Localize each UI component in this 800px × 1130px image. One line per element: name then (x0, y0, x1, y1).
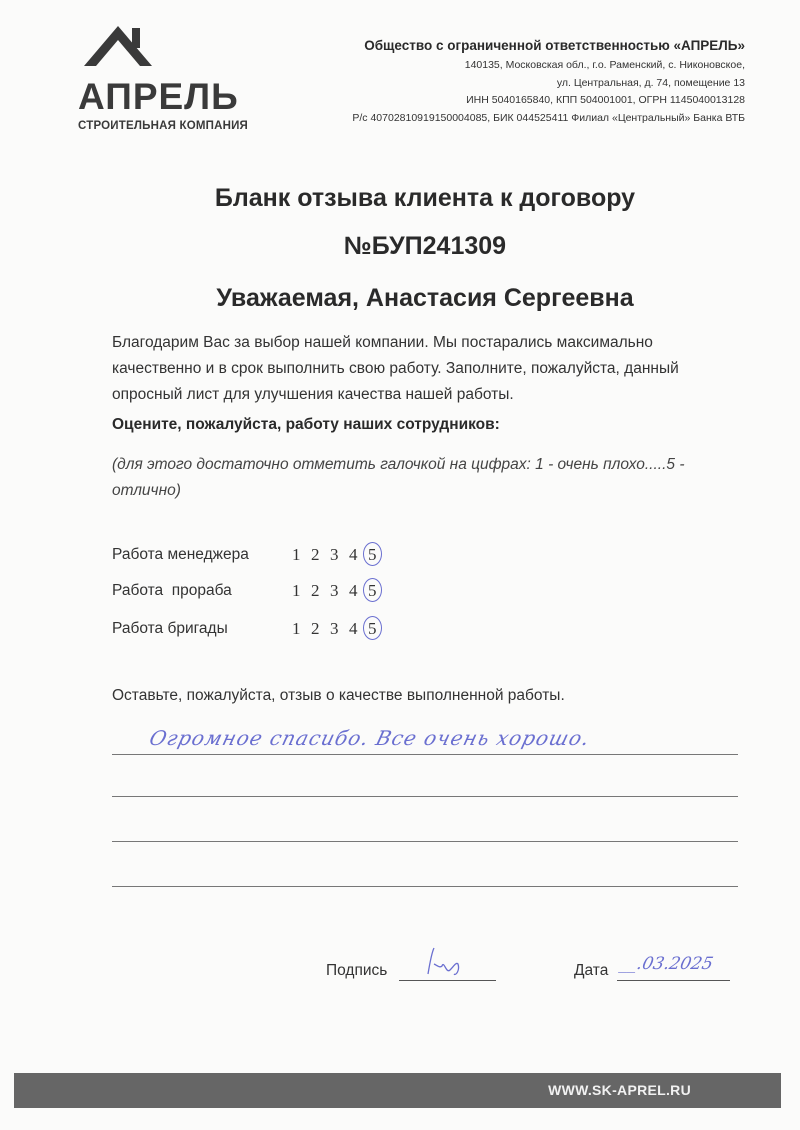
footer-bar (14, 1073, 781, 1108)
rating-label: Работа менеджера (112, 546, 249, 563)
date-label: Дата (574, 962, 609, 979)
logo-tagline: СТРОИТЕЛЬНАЯ КОМПАНИЯ (78, 120, 249, 132)
rating-option-value: 5 (368, 581, 377, 600)
rating-option[interactable]: 1 (292, 619, 301, 638)
company-details (305, 38, 745, 127)
selection-circle (363, 578, 382, 602)
signature-label: Подпись (326, 962, 388, 979)
rating-option[interactable]: 3 (330, 545, 339, 564)
company-name: Общество с ограниченной ответственностью «АПРЕЛЬ» (364, 38, 745, 53)
rating-scale (292, 619, 387, 639)
rating-option[interactable]: 1 (292, 581, 301, 600)
company-ids: ИНН 5040165840, КПП 504001001, ОГРН 1145040013128 (466, 94, 745, 106)
selection-circle (363, 542, 382, 566)
rating-label: Работа бригады (112, 620, 228, 637)
rating-option[interactable]: 2 (311, 545, 320, 564)
rate-heading: Оцените, пожалуйста, работу наших сотрудников: (112, 416, 500, 433)
date-field[interactable] (617, 980, 730, 981)
rating-option[interactable]: 3 (330, 581, 339, 600)
rate-hint: (для этого достаточно отметить галочкой на цифрах: 1 - очень плохо.....5 - отлично) (112, 456, 685, 499)
rating-option-selected[interactable] (368, 619, 387, 639)
rating-option-value: 5 (368, 545, 377, 564)
rating-scale (292, 545, 387, 565)
selection-circle (363, 616, 382, 640)
greeting: Уважаемая, Анастасия Сергеевна (216, 284, 634, 312)
signature-field[interactable] (399, 980, 496, 981)
logo-brand: АПРЕЛЬ (78, 76, 239, 117)
rating-option-value: 5 (368, 619, 377, 638)
review-prompt: Оставьте, пожалуйста, отзыв о качестве выполненной работы. (112, 687, 565, 704)
review-line[interactable] (112, 886, 738, 887)
website-link[interactable]: WWW.SK-APREL.RU (548, 1082, 691, 1098)
rating-option[interactable]: 4 (349, 581, 358, 600)
rating-option-selected[interactable] (368, 581, 387, 601)
rating-option[interactable]: 4 (349, 619, 358, 638)
rating-option[interactable]: 2 (311, 619, 320, 638)
handwritten-signature (420, 944, 480, 980)
company-address-line1: 140135, Московская обл., г.о. Раменский, с. Никоновское, (464, 59, 745, 71)
company-address-line2: ул. Центральная, д. 74, помещение 13 (556, 76, 745, 89)
rating-option[interactable]: 4 (349, 545, 358, 564)
rating-label: Работа прораба (112, 582, 232, 599)
company-bank: Р/с 40702810919150004085, БИК 044525411 Филиал «Центральный» Банка ВТБ (352, 111, 745, 124)
rating-option[interactable]: 1 (292, 545, 301, 564)
handwritten-review: Огромное спасибо. Все очень хорошо. (147, 726, 593, 750)
rating-option-selected[interactable] (368, 545, 387, 565)
date-value: __.03.2025 (617, 954, 715, 974)
intro-text: Благодарим Вас за выбор нашей компании. Мы постарались максимально качественно и в срок выполнить свою работу. Заполните, пожалуйста, данный опросный лист для улучшения качества нашей работы. (112, 334, 679, 403)
rating-option[interactable]: 2 (311, 581, 320, 600)
house-roof-icon (80, 18, 160, 70)
review-line[interactable] (112, 841, 738, 842)
company-logo (72, 18, 282, 132)
review-line[interactable] (112, 796, 738, 797)
form-title: Бланк отзыва клиента к договору (214, 184, 636, 212)
rating-scale (292, 581, 387, 601)
contract-number: №БУП241309 (343, 232, 507, 260)
rating-option[interactable]: 3 (330, 619, 339, 638)
review-line[interactable] (112, 754, 738, 755)
